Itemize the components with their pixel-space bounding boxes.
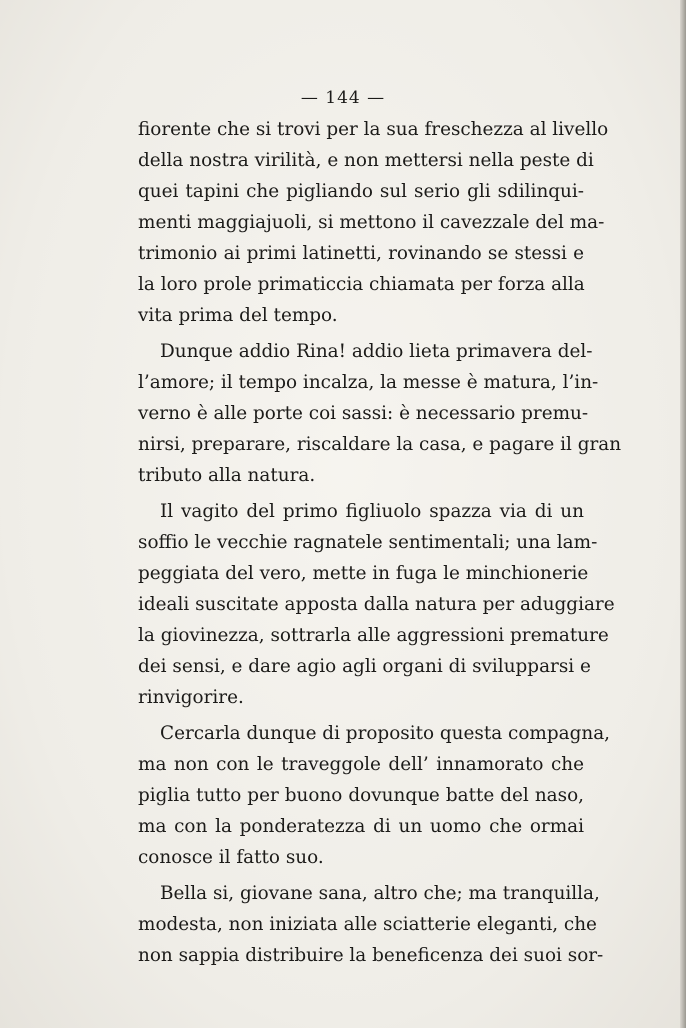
text-line: dei sensi, e dare agio agli organi di svilupparsi e [138, 656, 591, 677]
paragraph [138, 114, 609, 331]
text-line: non sappia distribuire la beneficenza dei suoi sor- [138, 945, 604, 966]
text-line: verno è alle porte coi sassi: è necessario premu- [138, 403, 589, 424]
text-line: conosce il fatto suo. [138, 847, 324, 868]
body-text [138, 114, 622, 971]
text-line: quei tapini che pigliando sul serio gli sdilinqui- [138, 181, 584, 202]
text-line: ideali suscitate apposta dalla natura per aduggiare [138, 594, 615, 615]
text-line: la giovinezza, sottrarla alle aggressioni premature [138, 625, 609, 646]
paragraph [138, 718, 611, 873]
text-line: trimonio ai primi latinetti, rovinando se stessi e [138, 243, 584, 264]
paragraph [138, 496, 615, 713]
text-line: la loro prole primaticcia chiamata per forza alla [138, 274, 585, 295]
text-line: ma non con le traveggole dell’ innamorato che [138, 754, 584, 775]
text-line: Il vagito del primo figliuolo spazza via di un [160, 501, 584, 522]
text-line: Bella si, giovane sana, altro che; ma tranquilla, [160, 883, 600, 904]
text-line: Cercarla dunque di proposito questa compagna, [160, 723, 611, 744]
text-line: della nostra virilità, e non mettersi nella peste di [138, 150, 594, 171]
text-line: soffio le vecchie ragnatele sentimentali; una lam- [138, 532, 598, 553]
text-line: ma con la ponderatezza di un uomo che ormai [138, 816, 584, 837]
text-line: piglia tutto per buono dovunque batte del naso, [138, 785, 584, 806]
text-line: Dunque addio Rina! addio lieta primavera del- [160, 341, 593, 362]
text-line: tributo alla natura. [138, 465, 316, 486]
text-line: peggiata del vero, mette in fuga le minchionerie [138, 563, 589, 584]
text-line: menti maggiajuoli, si mettono il cavezzale del ma- [138, 212, 605, 233]
text-line: vita prima del tempo. [138, 305, 338, 326]
paragraph [138, 878, 604, 971]
text-line: modesta, non iniziata alle sciatterie eleganti, che [138, 914, 597, 935]
text-line: rinvigorire. [138, 687, 244, 708]
page-edge-shadow [680, 0, 686, 1028]
text-line: nirsi, preparare, riscaldare la casa, e pagare il gran [138, 434, 622, 455]
text-line: l’amore; il tempo incalza, la messe è matura, l’in- [138, 372, 599, 393]
page-number: — 144 — [300, 88, 386, 108]
text-line: fiorente che si trovi per la sua freschezza al livello [138, 119, 609, 140]
paragraph [138, 336, 622, 491]
